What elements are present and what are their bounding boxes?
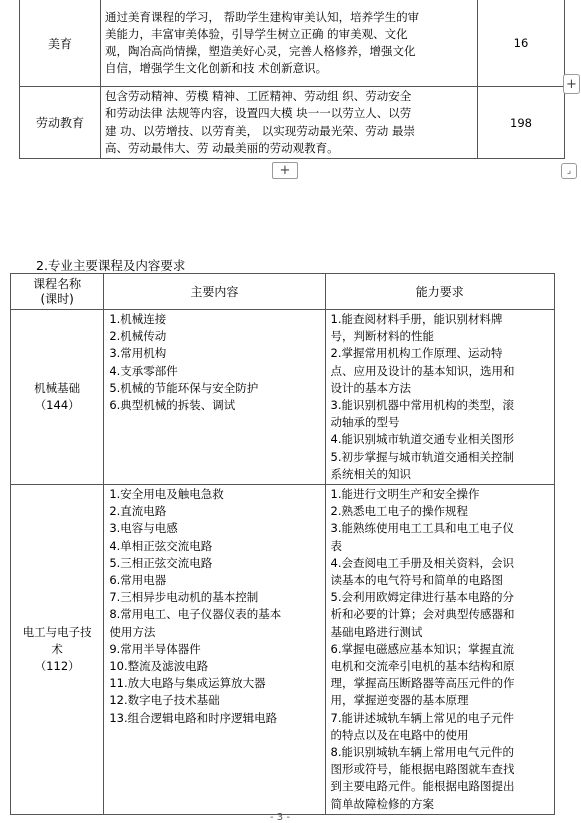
list-item: 5.初步掌握与城市轨道交通相关控制 — [330, 449, 514, 464]
course-content-cell — [104, 310, 325, 485]
list-item: 基础电路进行测试 — [330, 624, 423, 639]
table-row — [11, 485, 555, 815]
resize-corner-icon: ⌟ — [566, 165, 572, 176]
list-item: 5.机械的节能环保与安全防护 — [109, 380, 259, 395]
text-line: 和劳动法律 法规等内容，设置四大模 块一一以劳立人、以劳 — [105, 106, 412, 121]
list-item: 5.会利用欧姆定律进行基本电路的分 — [330, 590, 514, 605]
table-row — [11, 310, 555, 485]
plus-icon: + — [566, 76, 577, 92]
list-item: 设计的基本方法 — [330, 380, 412, 395]
course-content-cell — [101, 87, 478, 159]
text-line: 美能力，丰富审美体验，引导学生树立正确 的审美观、文化 — [105, 26, 408, 41]
list-item: 1.能进行文明生产和安全操作 — [330, 487, 480, 502]
course-name: 术 — [51, 641, 63, 656]
list-item: 6.典型机械的拆装、调试 — [109, 398, 236, 413]
list-item: 7.三相异步电动机的基本控制 — [109, 590, 259, 605]
list-item: 12.数字电子技术基础 — [109, 693, 220, 708]
course-name-cell — [11, 310, 104, 485]
course-name: 电工与电子技 — [22, 624, 92, 639]
list-item: 4.单相正弦交流电路 — [109, 538, 213, 553]
course-requirement-cell — [325, 485, 554, 815]
list-item: 系统相关的知识 — [330, 466, 412, 481]
table-row — [20, 87, 565, 159]
list-item: 5.三相正弦交流电路 — [109, 555, 213, 570]
text-line: 建 功、以劳增技、以劳育美， 以实现劳动最光荣、劳动 最崇 — [105, 123, 415, 138]
text-line: 高、劳动最伟大、劳 动最美丽的劳动观教育。 — [105, 140, 339, 155]
general-courses-table — [19, 0, 565, 159]
list-item: 使用方法 — [109, 624, 156, 639]
list-item: 表 — [330, 538, 343, 553]
add-row-button[interactable] — [272, 162, 298, 179]
list-item: 图形或符号，能根据电路图就车查找 — [330, 762, 515, 777]
list-item: 10.整流及滤波电路 — [109, 659, 209, 674]
list-item: 读基本的电气符号和简单的电路图 — [330, 573, 504, 588]
course-content-cell — [101, 0, 478, 87]
list-item: 8.能识别城轨车辆上常用电气元件的 — [330, 745, 514, 760]
course-requirement-cell — [325, 310, 554, 485]
course-name: 机械基础 — [34, 381, 81, 396]
course-name-cell: 劳动教育 — [20, 87, 101, 159]
course-hours: （144） — [34, 398, 80, 413]
list-item: 1.能查阅材料手册，能识别材料牌 — [330, 312, 503, 326]
list-item: 号，判断材料的性能 — [330, 329, 435, 344]
list-item: 7.能讲述城轨车辆上常见的电子元件 — [330, 710, 514, 725]
list-item: 用，掌握逆变器的基本原理 — [330, 693, 469, 708]
plus-icon: + — [279, 163, 291, 178]
list-item: 3.能熟练使用电工工具和电工电子仪 — [330, 521, 514, 536]
list-item: 1.机械连接 — [109, 312, 167, 326]
table-row — [20, 0, 565, 87]
course-content-cell — [104, 485, 325, 815]
text-line: 自信，增强学生文化创新和技 术创新意识。 — [105, 61, 328, 76]
list-item: 6.常用电器 — [109, 573, 167, 588]
text-line: 观，陶冶高尚情操，塑造美好心灵，完善人格修养，增强文化 — [105, 44, 416, 58]
header-course-name — [11, 274, 104, 310]
header-content: 主要内容 — [104, 274, 325, 310]
list-item: 动轴承的型号 — [330, 415, 400, 430]
section-title: 2.专业主要课程及内容要求 — [36, 258, 186, 273]
list-item: 2.掌握常用机构工作原理、运动特 — [330, 346, 503, 361]
course-name-cell: 美育 — [20, 0, 101, 87]
header-line: 课程名称 — [33, 276, 82, 291]
list-item: 到主要电路元件。能根据电路图提出 — [330, 779, 515, 794]
text-line: 包含劳动精神、劳模 精神、工匠精神、劳动组 织、劳动安全 — [105, 89, 412, 104]
list-item: 3.电容与电感 — [109, 521, 178, 536]
list-item: 析和必要的计算；会对典型传感器和 — [330, 607, 515, 622]
header-requirement: 能力要求 — [325, 274, 554, 310]
list-item: 2.机械传动 — [109, 329, 167, 344]
list-item: 的特点以及在电路中的使用 — [330, 727, 469, 742]
list-item: 6.掌握电磁感应基本知识；掌握直流 — [330, 641, 514, 656]
course-name-cell — [11, 485, 104, 815]
course-hours-cell: 198 — [478, 87, 565, 159]
list-item: 电机和交流牵引电机的基本结构和原 — [330, 659, 515, 674]
list-item: 4.会查阅电工手册及相关资料，会识 — [330, 555, 514, 570]
course-hours-cell: 16 — [478, 0, 565, 87]
add-column-button[interactable] — [563, 74, 580, 94]
header-line: (课时) — [40, 291, 74, 306]
list-item: 3.能识别机器中常用机构的类型，滚 — [330, 398, 514, 413]
list-item: 1.安全用电及触电急救 — [109, 487, 224, 502]
list-item: 9.常用半导体器件 — [109, 641, 201, 656]
list-item: 11.放大电路与集成运算放大器 — [109, 676, 266, 691]
major-courses-table — [10, 273, 555, 815]
table-resize-handle[interactable] — [561, 163, 577, 179]
course-hours: （112） — [34, 658, 80, 673]
table-header-row — [11, 274, 555, 310]
list-item: 理，掌握高压断路器等高压元件的作 — [330, 676, 515, 691]
list-item: 2.直流电路 — [109, 504, 167, 519]
list-item: 2.熟悉电工电子的操作规程 — [330, 504, 468, 519]
list-item: 3.常用机构 — [109, 346, 167, 361]
list-item: 13.组合逻辑电路和时序逻辑电路 — [109, 710, 278, 725]
list-item: 点、应用及设计的基本知识，选用和 — [330, 363, 515, 378]
text-line: 通过美育课程的学习， 帮助学生建构审美认知，培养学生的审 — [105, 9, 420, 24]
list-item: 4.能识别城市轨道交通专业相关图形 — [330, 432, 514, 447]
page-number: - 3 - — [270, 812, 290, 823]
list-item: 8.常用电工、电子仪器仪表的基本 — [109, 607, 282, 622]
list-item: 4.支承零部件 — [109, 363, 178, 378]
list-item: 简单故障检修的方案 — [330, 796, 435, 811]
